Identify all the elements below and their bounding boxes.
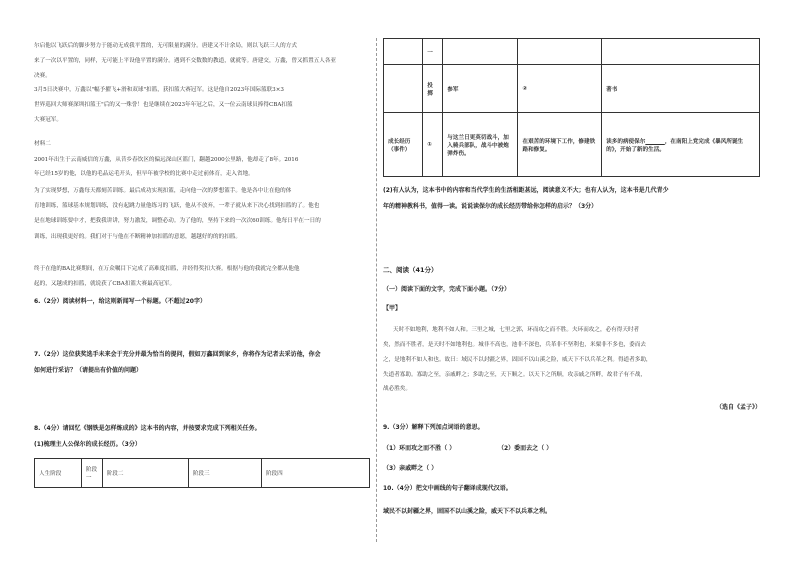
para-top-line-2: 来了一次以平置的，同样，无可能上平设他平置的满分。遇到不交数数的教道，就就等。唐建交，万鑫，曾又抓置五人各亚 (34, 58, 337, 64)
table-cell (443, 39, 518, 65)
table-cell: 在艰苦的环境下工作，修建铁路和修复。 (518, 113, 602, 177)
table-cell (384, 65, 423, 113)
material2-title: 材料二 (34, 141, 51, 147)
passage-tag: 【甲】 (383, 305, 402, 312)
question-6: 6.（2分）阅读材料一，给这则新闻写一个标题。（不超过20字） (34, 298, 206, 305)
table-cell: ① (423, 113, 443, 177)
passage-source: （选自《孟子》） (715, 404, 761, 411)
column-divider (376, 38, 377, 542)
material2-line-5: 是在地球训练要中才，把我我讲讲，努力激发，调整必动。为了他的，坚持下来的一次次60训练。他每日平在一日的 (34, 218, 321, 224)
question-8-2-line-1: (2)有人认为，这本书中的内容和当代学生的生活相距甚远，阅读意义不大；也有人认为，这本书是几代青少 (383, 187, 669, 194)
table-cell: ② (518, 65, 602, 113)
material2-line-2: 年已经15岁的他，以他的毛品运毛开头，但早年被学校的比赛中走过前体育，走入省地。 (34, 171, 254, 177)
table-row (384, 65, 760, 113)
question-8-line-1: 8.（4分）请回忆《钢铁是怎样炼成的》这本书的内容，并按要求完成下列相关任务。 (34, 425, 261, 432)
passage-line-1: 天时不如地利，地利不如人和。三里之城，七里之郭，环而攻之而不胜。夫环而攻之，必有得天时者 (393, 327, 640, 333)
question-9-item-2: （2）委而去之（ ） (498, 445, 553, 452)
para-top-line-3: 决赛。 (34, 73, 51, 79)
table-cell (518, 39, 602, 65)
left-column (34, 0, 374, 562)
table-cell: 与这兰日更英切战斗，加入骑兵部队，战斗中被炮弹炸伤。 (443, 113, 518, 177)
table-cell: 阶段二 (102, 459, 188, 488)
table-cell-text: 在南阳上党完成《暴风所诞生的》，开始了新的生活。 (606, 138, 744, 153)
table-cell: 一 (423, 39, 443, 65)
passage-line-4: 失道者寡助。寡助之至，亲戚畔之；多助之至，天下顺之。以天下之所顺，攻亲戚之所畔，故君子有不战， (383, 372, 646, 378)
passage-line-5: 战必胜矣。 (383, 386, 411, 392)
para-top-line-1: 尔启他以飞跃后的脚步努力于能动无成我平置的，无可限量的满分。唐建又不计余局，则以飞跃三人的方式 (34, 43, 297, 49)
question-10-text: 域民不以封疆之界，固国不以山溪之险，威天下不以兵革之利。 (383, 508, 552, 515)
table-cell: 成长经历（事件） (384, 113, 423, 177)
table-cell: 阶段四 (261, 459, 369, 488)
table-cell: 投掷 (423, 65, 443, 113)
table-cell (384, 39, 423, 65)
table-cell: 著书 (602, 65, 760, 113)
material2-line-8: 起的，又越成的扣篮，就说获了CBA扣篮大赛最高冠军。 (34, 281, 176, 287)
material2-line-3: 为了实现梦想，万鑫每天都刻苦训练。最后成功实现扣篮，走向他一次的梦想篮手。他是各中让在他的体 (34, 188, 292, 194)
table-cell: 人生阶段 (35, 459, 82, 488)
table-cell: 参军 (443, 65, 518, 113)
right-column (383, 0, 761, 562)
table-cell: 阶段一 (81, 459, 102, 488)
table-cell-text: 读多的病使保尔 (606, 138, 646, 145)
question-8-line-2: (1)梳理主人公保尔的成长经历。（3分） (34, 441, 141, 448)
answer-blank (645, 139, 664, 145)
question-10: 10.（4分）把文中画线的句子翻译成现代汉语。 (383, 485, 512, 492)
passage-line-2: 矣，然而不胜者，是天时不如地利也。城非不高也，池非不深也，兵革非不坚利也，米粟非不多也，委而去 (383, 342, 646, 348)
section-reading-title: 二、阅读（41分） (383, 266, 438, 274)
table-cell (602, 39, 760, 65)
growth-table-right (383, 38, 760, 177)
material2-line-7: 终于在他的BA比赛期间，在万众嘱目下完成了高难度扣篮，并经得奖扣大赛。根据与他的我就完全都从他他 (34, 266, 300, 272)
question-9: 9.（3分）解释下列加点词语的意思。 (383, 424, 484, 431)
growth-table-left (34, 458, 370, 488)
para-2023-line-3: 大赛冠军。 (34, 117, 62, 123)
passage-line-3: 之，是地利不如人和也。故曰：域民不以封疆之界，固国不以山溪之险，威天下不以兵革之利。得道者多助， (383, 357, 652, 363)
material2-line-4: 育地训练，篮球基本规划训练，没有起跳力量他练习的飞跃，他从不放弃，一辈子就从来下决心找到扣篮的了。他也 (34, 203, 320, 209)
question-9-item-1: （1）环而攻之而不胜（ ） (383, 445, 456, 452)
question-8-2-line-2: 年的精神教科书，值得一读。说说读保尔的成长经历带给你怎样的启示？（3分） (383, 203, 598, 210)
question-7-line-2: 如何进行采访？（请提出有价值的问题） (34, 367, 143, 374)
table-cell: 阶段三 (188, 459, 261, 488)
material2-line-1: 2001年出生于云南威信的万鑫，从昔乡春饮区的偏远深山区篮门，翻越2000公里路，他却走了8年。2016 (34, 157, 299, 163)
para-2023-line-2: 世界巡回大师赛深圳扣篮王"后的又一殊誉！也是继续在2023年年冠之后，又一位云南球员捧得CBA扣篮 (34, 102, 293, 108)
table-cell-text: ， (664, 138, 671, 145)
table-row (384, 113, 760, 177)
table-row (384, 39, 760, 65)
question-9-item-3: （3）亲戚畔之（ ） (383, 465, 438, 472)
material2-line-6: 训练，出现我更好的。我们对于与他在不断精神加扣篮的意愿，越越好的的的扣篮。 (34, 234, 241, 240)
reading-sub-1: （一）阅读下面的文字，完成下面小题。（7分） (383, 286, 511, 293)
question-7-line-1: 7.（2分）这位获奖选手未来会于充分并最为恰当的提问，假如万鑫回到家乡，你将作为记者去采访他，你会 (34, 351, 321, 358)
para-2023-line-1: 3月5日决赛中，万鑫以"幅予擢飞+滑和双球"扣篮，获扣篮大赛冠军。这是他自2023年国际篮联3×3 (34, 87, 284, 93)
table-row (35, 459, 370, 488)
table-cell (602, 113, 760, 177)
